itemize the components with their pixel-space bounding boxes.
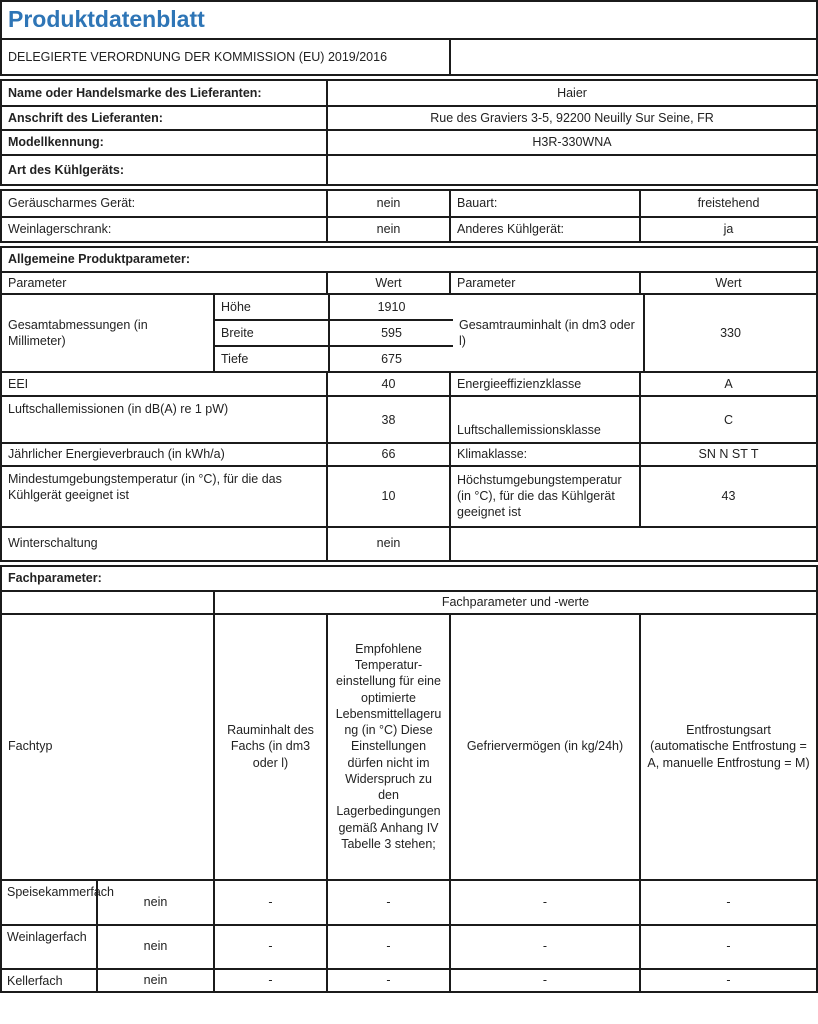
col-header-temperatur: Empfohlene Temperatur-einstellung für eine optimierte Lebensmittellagerung (in °C) Diese Einstellungen dürfen nicht im Widerspruch zu den Lagerbedingungen gemäß Anhang IV Tabelle 3 stehen; bbox=[326, 615, 449, 879]
min-ambient-temp-value: 10 bbox=[326, 467, 449, 526]
supplier-address-label: Anschrift des Lieferanten: bbox=[8, 110, 163, 125]
page-title: Produktdatenblatt bbox=[8, 5, 205, 32]
compartment-type-header: Fachtyp bbox=[8, 739, 53, 754]
group-header-row bbox=[2, 590, 816, 613]
flags-block bbox=[0, 189, 818, 243]
table-row bbox=[2, 395, 816, 442]
other-device-label: Anderes Kühlgerät: bbox=[449, 218, 639, 241]
compartment-value: - bbox=[639, 881, 816, 924]
wert-header-2: Wert bbox=[639, 273, 816, 293]
compartment-block bbox=[0, 565, 818, 993]
device-type-value bbox=[326, 156, 816, 184]
table-row bbox=[2, 371, 816, 395]
table-row bbox=[2, 526, 816, 560]
section-title-row bbox=[2, 567, 816, 590]
table-row bbox=[215, 345, 453, 371]
quiet-device-value: nein bbox=[326, 191, 449, 216]
supplier-address-value: Rue des Graviers 3-5, 92200 Neuilly Sur Seine, FR bbox=[326, 107, 816, 129]
height-value: 1910 bbox=[328, 295, 453, 319]
width-label: Breite bbox=[221, 326, 254, 341]
wine-storage-value: nein bbox=[326, 218, 449, 241]
compartment-value: - bbox=[213, 926, 326, 968]
regulation-row bbox=[2, 38, 816, 74]
compartment-value: - bbox=[326, 926, 449, 968]
compartment-value: - bbox=[449, 926, 639, 968]
model-id-label: Modellkennung: bbox=[8, 135, 104, 150]
eei-label: EEI bbox=[8, 377, 29, 392]
param-header-1: Parameter bbox=[8, 276, 67, 290]
eei-value: 40 bbox=[326, 373, 449, 395]
compartment-value: - bbox=[326, 970, 449, 991]
title-row bbox=[2, 2, 816, 38]
compartment-value: - bbox=[326, 881, 449, 924]
group-header-label: Fachparameter und -werte bbox=[213, 592, 816, 613]
annual-energy-value: 66 bbox=[326, 444, 449, 464]
max-ambient-temp-label: Höchstumgebungstemperatur (in °C), für die das Kühlgerät geeignet ist bbox=[449, 467, 639, 526]
table-row bbox=[2, 968, 816, 991]
noise-class-value: C bbox=[639, 397, 816, 442]
climate-class-label: Klimaklasse: bbox=[449, 444, 639, 464]
compartment-present: nein bbox=[96, 926, 213, 968]
compartment-name: Speisekammerfach bbox=[7, 884, 114, 899]
noise-emission-label: Luftschallemissionen (in dB(A) re 1 pW) bbox=[8, 402, 229, 417]
table-row bbox=[2, 191, 816, 216]
wine-storage-label: Weinlagerschrank: bbox=[8, 222, 112, 237]
table-row bbox=[2, 216, 816, 241]
param-header-2: Parameter bbox=[449, 273, 639, 293]
col-header-gefriervermoegen: Gefriervermögen (in kg/24h) bbox=[449, 615, 639, 879]
compartment-value: - bbox=[449, 970, 639, 991]
supplier-block bbox=[0, 79, 818, 186]
total-volume-label: Gesamtrauminhalt (in dm3 oder l) bbox=[459, 318, 635, 349]
general-section-title: Allgemeine Produktparameter: bbox=[8, 252, 190, 267]
table-row bbox=[215, 319, 453, 345]
winter-setting-label: Winterschaltung bbox=[8, 536, 98, 551]
dimensions-label: Gesamtabmessungen (in Millimeter) bbox=[8, 318, 148, 349]
compartment-present: nein bbox=[96, 881, 213, 924]
group-header-empty-cell bbox=[2, 592, 213, 613]
noise-class-label: Luftschallemissionsklasse bbox=[449, 397, 639, 442]
section-title-row bbox=[2, 248, 816, 271]
general-parameters-block bbox=[0, 246, 818, 562]
table-row bbox=[2, 105, 816, 129]
depth-label: Tiefe bbox=[221, 352, 249, 367]
regulation-label: DELEGIERTE VERORDNUNG DER KOMMISSION (EU) 2019/2016 bbox=[8, 49, 388, 64]
dimensions-subtable bbox=[213, 295, 453, 371]
climate-class-value: SN N ST T bbox=[639, 444, 816, 464]
compartment-value: - bbox=[213, 881, 326, 924]
compartment-name: Kellerfach bbox=[7, 973, 63, 988]
min-ambient-temp-label: Mindestumgebungstemperatur (in °C), für die das Kühlgerät geeignet ist bbox=[8, 471, 282, 502]
build-type-label: Bauart: bbox=[449, 191, 639, 216]
compartment-present: nein bbox=[96, 970, 213, 991]
build-type-value: freistehend bbox=[639, 191, 816, 216]
max-ambient-temp-value: 43 bbox=[639, 467, 816, 526]
other-device-value: ja bbox=[639, 218, 816, 241]
wert-header-1: Wert bbox=[326, 273, 449, 293]
supplier-name-label: Name oder Handelsmarke des Lieferanten: bbox=[8, 85, 262, 100]
table-row bbox=[2, 442, 816, 464]
parameter-header-row bbox=[2, 271, 816, 293]
winter-setting-empty-cell bbox=[449, 528, 816, 560]
winter-setting-value: nein bbox=[326, 528, 449, 560]
table-row bbox=[2, 465, 816, 526]
table-row bbox=[215, 295, 453, 319]
model-id-value: H3R-330WNA bbox=[326, 131, 816, 154]
noise-emission-value: 38 bbox=[326, 397, 449, 442]
total-volume-value: 330 bbox=[643, 295, 816, 371]
height-label: Höhe bbox=[221, 300, 251, 315]
regulation-empty-cell bbox=[449, 40, 816, 74]
compartment-header-row bbox=[2, 613, 816, 879]
compartment-name: Weinlagerfach bbox=[7, 929, 87, 944]
device-type-label: Art des Kühlgeräts: bbox=[8, 162, 124, 177]
supplier-name-value: Haier bbox=[326, 81, 816, 105]
compartment-value: - bbox=[213, 970, 326, 991]
efficiency-class-label: Energieeffizienzklasse bbox=[449, 373, 639, 395]
compartment-value: - bbox=[639, 970, 816, 991]
compartment-value: - bbox=[639, 926, 816, 968]
dimensions-row bbox=[2, 293, 816, 371]
annual-energy-label: Jährlicher Energieverbrauch (in kWh/a) bbox=[8, 447, 225, 462]
table-row bbox=[2, 924, 816, 968]
header-block bbox=[0, 0, 818, 76]
compartment-section-title: Fachparameter: bbox=[8, 570, 102, 585]
table-row bbox=[2, 81, 816, 105]
col-header-rauminhalt: Rauminhalt des Fachs (in dm3 oder l) bbox=[213, 615, 326, 879]
table-row bbox=[2, 154, 816, 184]
efficiency-class-value: A bbox=[639, 373, 816, 395]
quiet-device-label: Geräuscharmes Gerät: bbox=[8, 196, 136, 211]
table-row bbox=[2, 129, 816, 154]
table-row bbox=[2, 879, 816, 924]
width-value: 595 bbox=[328, 321, 453, 345]
col-header-entfrostungsart: Entfrostungsart (automatische Entfrostung = A, manuelle Entfrostung = M) bbox=[639, 615, 816, 879]
compartment-value: - bbox=[449, 881, 639, 924]
depth-value: 675 bbox=[328, 347, 453, 371]
